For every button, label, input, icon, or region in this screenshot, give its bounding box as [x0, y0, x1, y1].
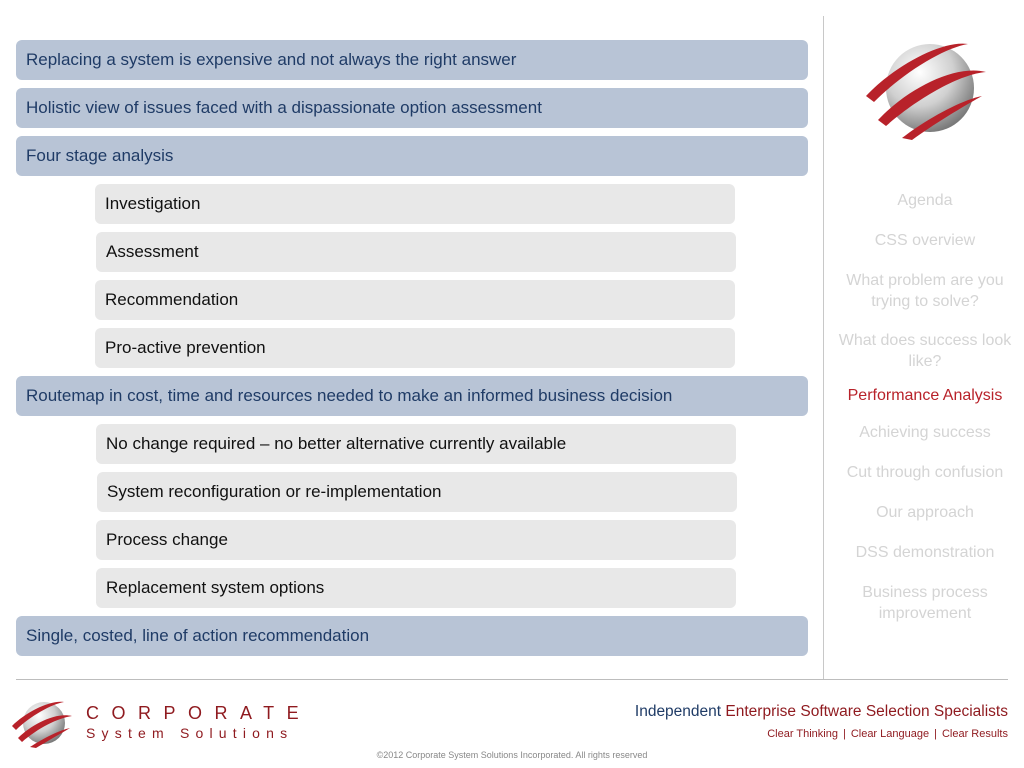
subtagline-clear-results: Clear Results: [941, 728, 1008, 740]
nav-item-what-problem[interactable]: What problem are you trying to solve?: [846, 272, 1004, 310]
nav-item-performance-analysis[interactable]: Performance Analysis: [847, 387, 1003, 404]
sidebar-nav: [826, 0, 1024, 680]
tagline-independent: Independent: [634, 703, 722, 720]
sub-bullet-replacement-options: Replacement system options: [96, 568, 736, 608]
globe-logo-icon: [864, 32, 988, 140]
nav-item-agenda[interactable]: Agenda: [897, 192, 953, 209]
subtagline-clear-language: Clear Language: [850, 728, 930, 740]
brand-name: CORPORATE: [86, 703, 312, 723]
nav-item-our-approach[interactable]: Our approach: [876, 504, 974, 521]
nav-item-cut-through-confusion[interactable]: Cut through confusion: [846, 464, 1004, 481]
sub-bullet-no-change: No change required – no better alternative currently available: [96, 424, 736, 464]
bullet-single-costed: Single, costed, line of action recommendation: [16, 616, 808, 656]
bullet-holistic-view: Holistic view of issues faced with a dispassionate option assessment: [16, 88, 808, 128]
footer-divider: [16, 679, 1008, 680]
sub-bullet-process-change: Process change: [96, 520, 736, 560]
subtagline-separator: |: [842, 728, 846, 740]
brand-subname: System Solutions: [86, 725, 294, 741]
vertical-divider: [823, 16, 824, 680]
bullet-replacing-system: Replacing a system is expensive and not always the right answer: [16, 40, 808, 80]
sub-bullet-recommendation: Recommendation: [95, 280, 735, 320]
sub-bullet-reconfiguration: System reconfiguration or re-implementation: [97, 472, 737, 512]
tagline-specialists: Enterprise Software Selection Specialists: [725, 703, 1008, 720]
bullet-routemap: Routemap in cost, time and resources needed to make an informed business decision: [16, 376, 808, 416]
sub-bullet-pro-active-prevention: Pro-active prevention: [95, 328, 735, 368]
nav-item-what-success[interactable]: What does success look like?: [838, 332, 1012, 370]
copyright: ©2012 Corporate System Solutions Incorporated. All rights reserved: [376, 750, 648, 760]
subtagline: [767, 728, 1008, 740]
nav-item-css-overview[interactable]: CSS overview: [874, 232, 976, 249]
company-logo-icon: [10, 696, 76, 748]
bullet-four-stage-analysis: Four stage analysis: [16, 136, 808, 176]
sub-bullet-assessment: Assessment: [96, 232, 736, 272]
subtagline-clear-thinking: Clear Thinking: [767, 728, 838, 740]
sub-bullet-investigation: Investigation: [95, 184, 735, 224]
nav-item-achieving-success[interactable]: Achieving success: [859, 424, 991, 441]
tagline: [635, 703, 1008, 721]
nav-item-dss-demonstration[interactable]: DSS demonstration: [855, 544, 995, 561]
nav-item-business-process[interactable]: Business process improvement: [862, 584, 988, 622]
subtagline-separator: |: [934, 728, 937, 740]
